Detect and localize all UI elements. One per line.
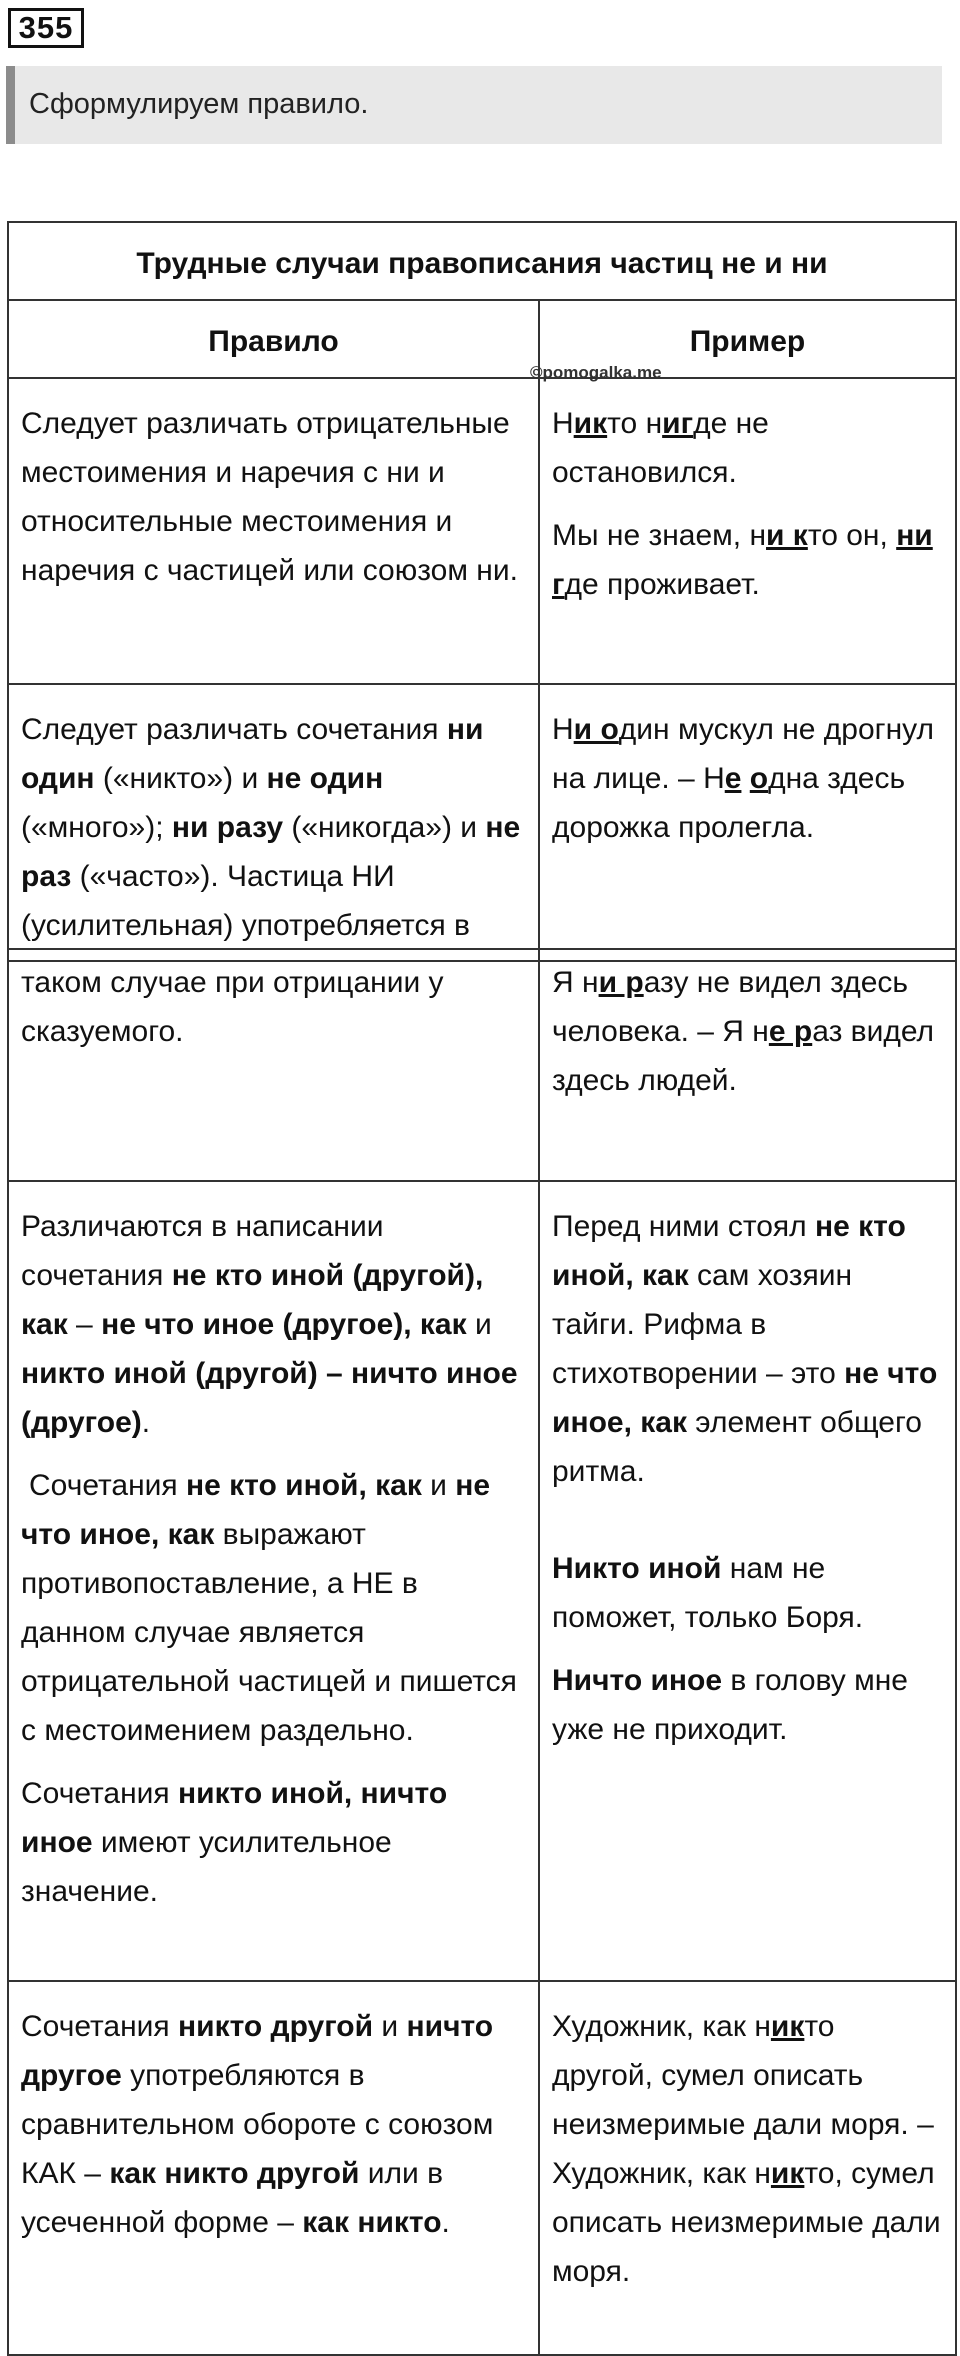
rule-text: Сочетания никто другой и ничто другое употребляются в сравнительном обороте с союзом КАК – как никто другой или в усеченной форме – как никто. <box>21 2010 494 2239</box>
rule-cell <box>8 684 539 961</box>
rule-text: Сочетания никто иной, ничто иное имеют усилительное значение. <box>21 1777 448 1908</box>
bold-phrase: ничто другое <box>21 2010 494 2092</box>
example-text: Никто нигде не остановился. <box>552 407 769 489</box>
highlighted-letters: и р <box>598 966 644 999</box>
highlighted-letters: е р <box>768 1015 813 1048</box>
highlighted-letters: ик <box>770 2010 805 2043</box>
bold-phrase: не что иное (другое), как <box>101 1308 467 1341</box>
rules-table-part-2 <box>7 948 957 2356</box>
example-text: Я ни разу не видел здесь человека. – Я не раз видел здесь людей. <box>552 966 935 1097</box>
rule-text: Следует различать сочетания ни один («никто») и не один («много»); ни разу («никогда») и не раз («часто»). Частица НИ (усилительная) употребляется в <box>21 713 521 942</box>
example-text: Перед ними стоял не кто иной, как сам хозяин тайги. Рифма в стихотворении – это не что иное, как элемент общего ритма. <box>552 1210 938 1488</box>
column-header-rule: Правило <box>8 300 539 378</box>
rule-text: таком случае при отрицании у сказуемого. <box>21 966 444 1048</box>
rule-text: Следует различать отрицательные местоимения и наречия с ни и относительные местоимения и наречия с частицей или союзом ни. <box>21 407 518 587</box>
bold-phrase: Никто иной <box>552 1552 722 1585</box>
highlighted-letters: иг <box>662 407 694 440</box>
highlighted-letters: ни г <box>552 519 933 601</box>
bold-phrase: как никто другой <box>109 2157 360 2190</box>
example-cell <box>539 949 956 1181</box>
highlighted-letters: е <box>724 762 742 795</box>
example-text: Ничто иное в голову мне уже не приходит. <box>552 1664 908 1746</box>
bold-phrase: никто иной (другой) – ничто иное (другое) <box>21 1357 518 1439</box>
rule-cell <box>8 378 539 684</box>
example-text: Художник, как никто другой, сумел описать неизмеримые дали моря. – Художник, как никто, сумел описать неизмеримые дали моря. <box>552 2010 941 2288</box>
table-row <box>8 378 956 684</box>
rule-text: Сочетания не кто иной, как и не что иное, как выражают противопоставление, а НЕ в данном случае является отрицательной частицей и пишется с местоимением раздельно. <box>21 1469 517 1747</box>
highlighted-letters: ик <box>770 2157 805 2190</box>
bold-phrase: ни один <box>21 713 484 795</box>
bold-phrase: не что иное, как <box>552 1357 938 1439</box>
bold-phrase: как никто <box>302 2206 442 2239</box>
bold-phrase: не кто иной, как <box>552 1210 906 1292</box>
bold-phrase: Ничто иное <box>552 1664 723 1697</box>
example-cell <box>539 1981 956 2355</box>
bold-phrase: не один <box>266 762 384 795</box>
watermark: ©pomogalka.me <box>530 363 662 382</box>
rules-table-part-1 <box>7 221 957 962</box>
rule-cell <box>8 949 539 1181</box>
task-instruction: Сформулируем правило. <box>29 88 369 120</box>
bold-phrase: не кто иной (другой), как <box>21 1259 484 1341</box>
highlighted-letters: ик <box>573 407 608 440</box>
table-row <box>8 949 956 1181</box>
table-row <box>8 1181 956 1981</box>
highlighted-letters: и к <box>766 519 808 552</box>
highlighted-letters: о <box>749 762 769 795</box>
task-number: 355 <box>8 8 84 48</box>
bold-phrase: никто иной, ничто иное <box>21 1777 448 1859</box>
bold-phrase: не раз <box>21 811 521 893</box>
example-text: Ни один мускул не дрогнул на лице. – Не одна здесь дорожка пролегла. <box>552 713 935 844</box>
bold-phrase: никто другой <box>178 2010 374 2043</box>
task-instruction-bar <box>6 66 942 144</box>
example-cell <box>539 684 956 961</box>
table-row <box>8 684 956 961</box>
rule-cell <box>8 1981 539 2355</box>
bold-phrase: не что иное, как <box>21 1469 491 1551</box>
example-cell <box>539 1181 956 1981</box>
bold-phrase: ни разу <box>171 811 283 844</box>
example-text: Мы не знаем, ни кто он, ни где проживает. <box>552 519 933 601</box>
column-header-example: Пример <box>539 300 956 378</box>
table-row <box>8 1981 956 2355</box>
example-cell <box>539 378 956 684</box>
example-text: Никто иной нам не поможет, только Боря. <box>552 1552 864 1634</box>
table-caption: Трудные случаи правописания частиц не и ни <box>8 222 956 300</box>
rule-text: Различаются в написании сочетания не кто иной (другой), как – не что иное (другое), как и никто иной (другой) – ничто иное (другое). <box>21 1210 518 1439</box>
bold-phrase: не кто иной, как <box>186 1469 422 1502</box>
highlighted-letters: и о <box>573 713 619 746</box>
rule-cell <box>8 1181 539 1981</box>
